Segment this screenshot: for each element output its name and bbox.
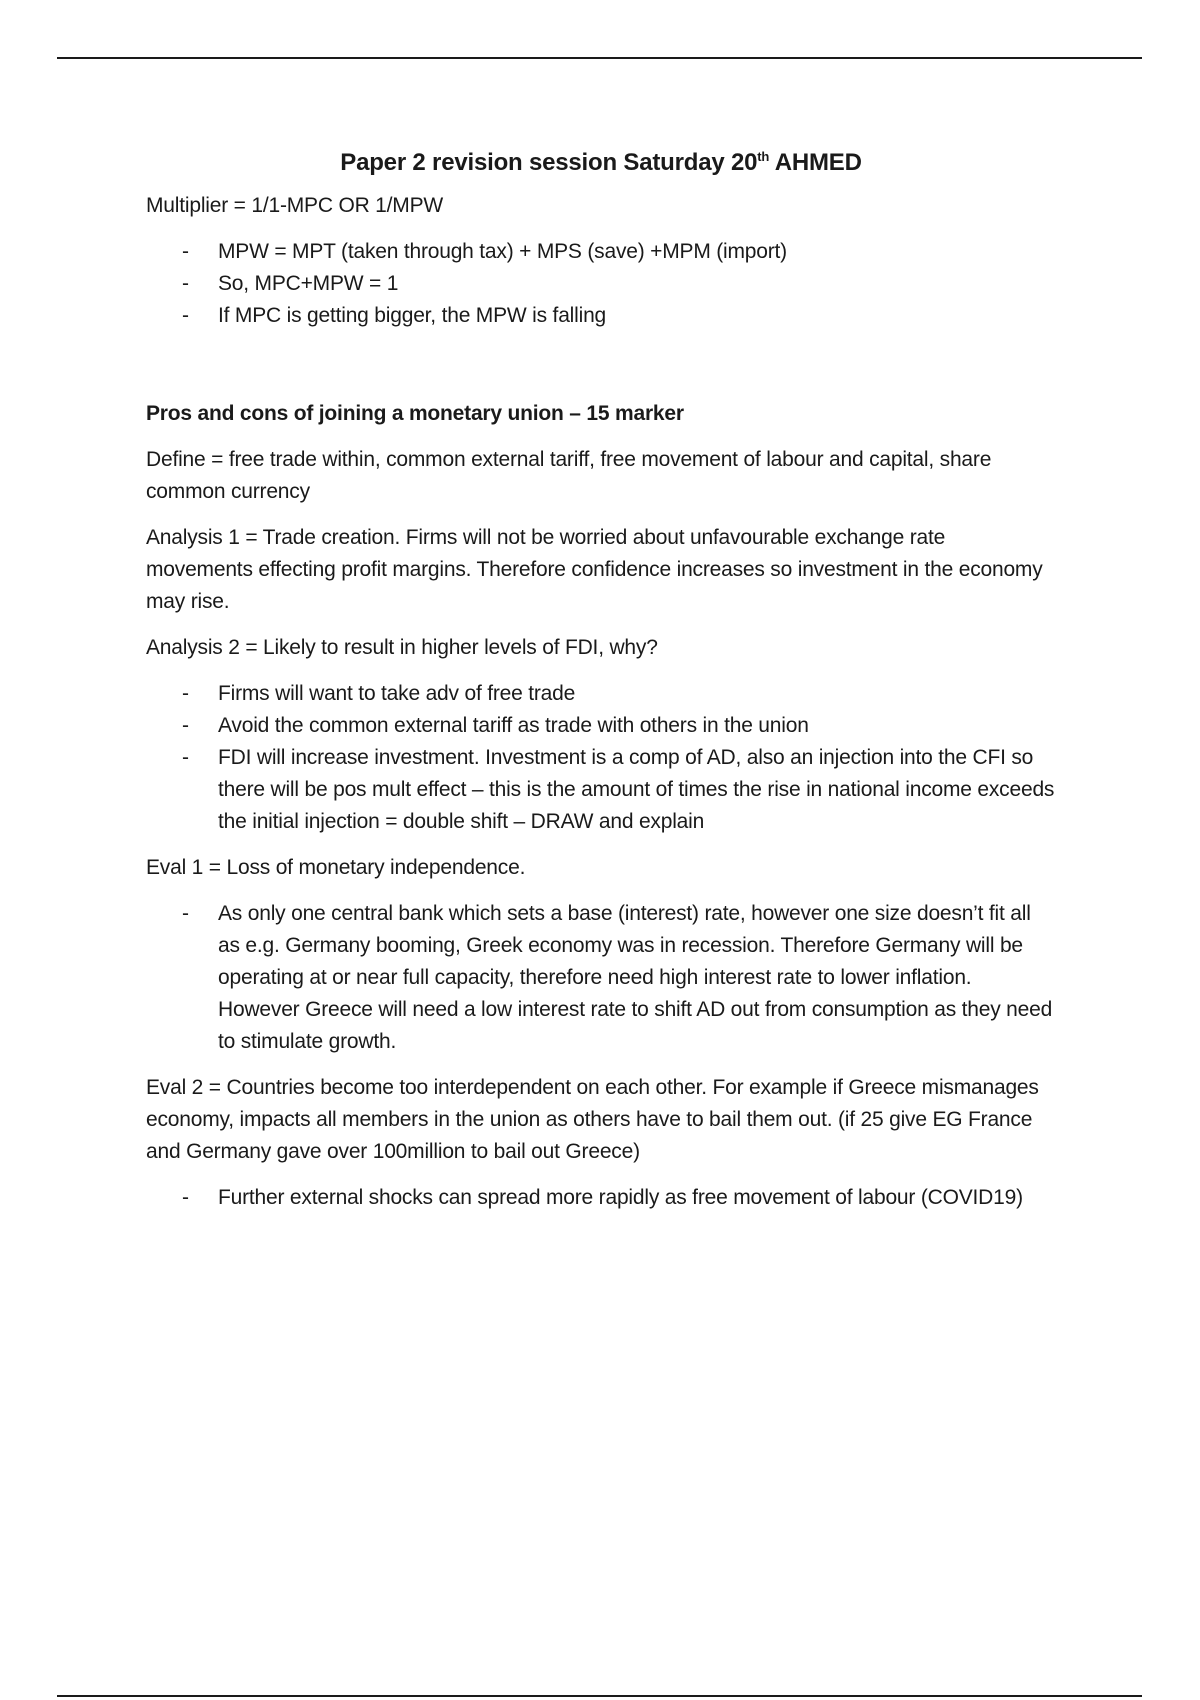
list-item xyxy=(146,300,1056,332)
list-item-text: As only one central bank which sets a base (interest) rate, however one size doesn’t fit all as e.g. Germany booming, Greek economy was in recession. Therefore Germany will be operating at or near full capacity, therefore need high interest rate to lower inflation. However Greece will need a low interest rate to shift AD out from consumption as they need to stimulate growth. xyxy=(218,902,1053,1053)
list-item-text: Avoid the common external tariff as trade with others in the union xyxy=(218,714,809,737)
analysis1-paragraph: Analysis 1 = Trade creation. Firms will not be worried about unfavourable exchange rate movements effecting profit margins. Therefore confidence increases so investment in the economy may rise. xyxy=(146,526,1043,613)
list-item xyxy=(146,236,1056,268)
list-item-text: Further external shocks can spread more rapidly as free movement of labour (COVID19) xyxy=(218,1186,1023,1209)
analysis2-paragraph: Analysis 2 = Likely to result in higher levels of FDI, why? xyxy=(146,636,658,659)
multiplier-line: Multiplier = 1/1-MPC OR 1/MPW xyxy=(146,194,444,217)
top-rule xyxy=(57,57,1142,59)
multiplier-list xyxy=(146,236,1056,332)
title-suffix: AHMED xyxy=(769,149,862,176)
section-heading: Pros and cons of joining a monetary union – 15 marker xyxy=(146,402,684,425)
eval2-list xyxy=(146,1182,1056,1214)
page-title xyxy=(146,146,1056,180)
eval2-paragraph: Eval 2 = Countries become too interdependent on each other. For example if Greece mismanages economy, impacts all members in the union as others have to bail them out. (if 25 give EG France and Germany gave over 100million to bail out Greece) xyxy=(146,1076,1039,1163)
list-item xyxy=(146,742,1056,838)
definition-paragraph: Define = free trade within, common external tariff, free movement of labour and capital, share common currency xyxy=(146,448,992,503)
list-item xyxy=(146,898,1056,1058)
eval1-paragraph: Eval 1 = Loss of monetary independence. xyxy=(146,856,526,879)
title-superscript: th xyxy=(757,149,770,164)
title-main: Paper 2 revision session Saturday 20 xyxy=(340,149,758,176)
list-item-text: FDI will increase investment. Investment is a comp of AD, also an injection into the CFI so there will be pos mult effect – this is the amount of times the rise in national income exceeds the initial injection = double shift – DRAW and explain xyxy=(218,746,1055,833)
bottom-rule xyxy=(57,1695,1142,1697)
list-item-text: MPW = MPT (taken through tax) + MPS (save) +MPM (import) xyxy=(218,240,787,263)
list-item-text: So, MPC+MPW = 1 xyxy=(218,272,399,295)
analysis2-list xyxy=(146,678,1056,838)
dash-bullet: - xyxy=(182,714,189,737)
dash-bullet: - xyxy=(182,682,189,705)
list-item xyxy=(146,268,1056,300)
list-item xyxy=(146,1182,1056,1214)
dash-bullet: - xyxy=(182,240,189,263)
section-spacer xyxy=(146,346,1056,398)
eval1-list xyxy=(146,898,1056,1058)
document-body xyxy=(146,146,1056,1228)
dash-bullet: - xyxy=(182,1186,189,1209)
dash-bullet: - xyxy=(182,272,189,295)
list-item xyxy=(146,678,1056,710)
dash-bullet: - xyxy=(182,304,189,327)
list-item-text: If MPC is getting bigger, the MPW is falling xyxy=(218,304,607,327)
list-item-text: Firms will want to take adv of free trade xyxy=(218,682,576,705)
dash-bullet: - xyxy=(182,746,189,769)
dash-bullet: - xyxy=(182,902,189,925)
list-item xyxy=(146,710,1056,742)
